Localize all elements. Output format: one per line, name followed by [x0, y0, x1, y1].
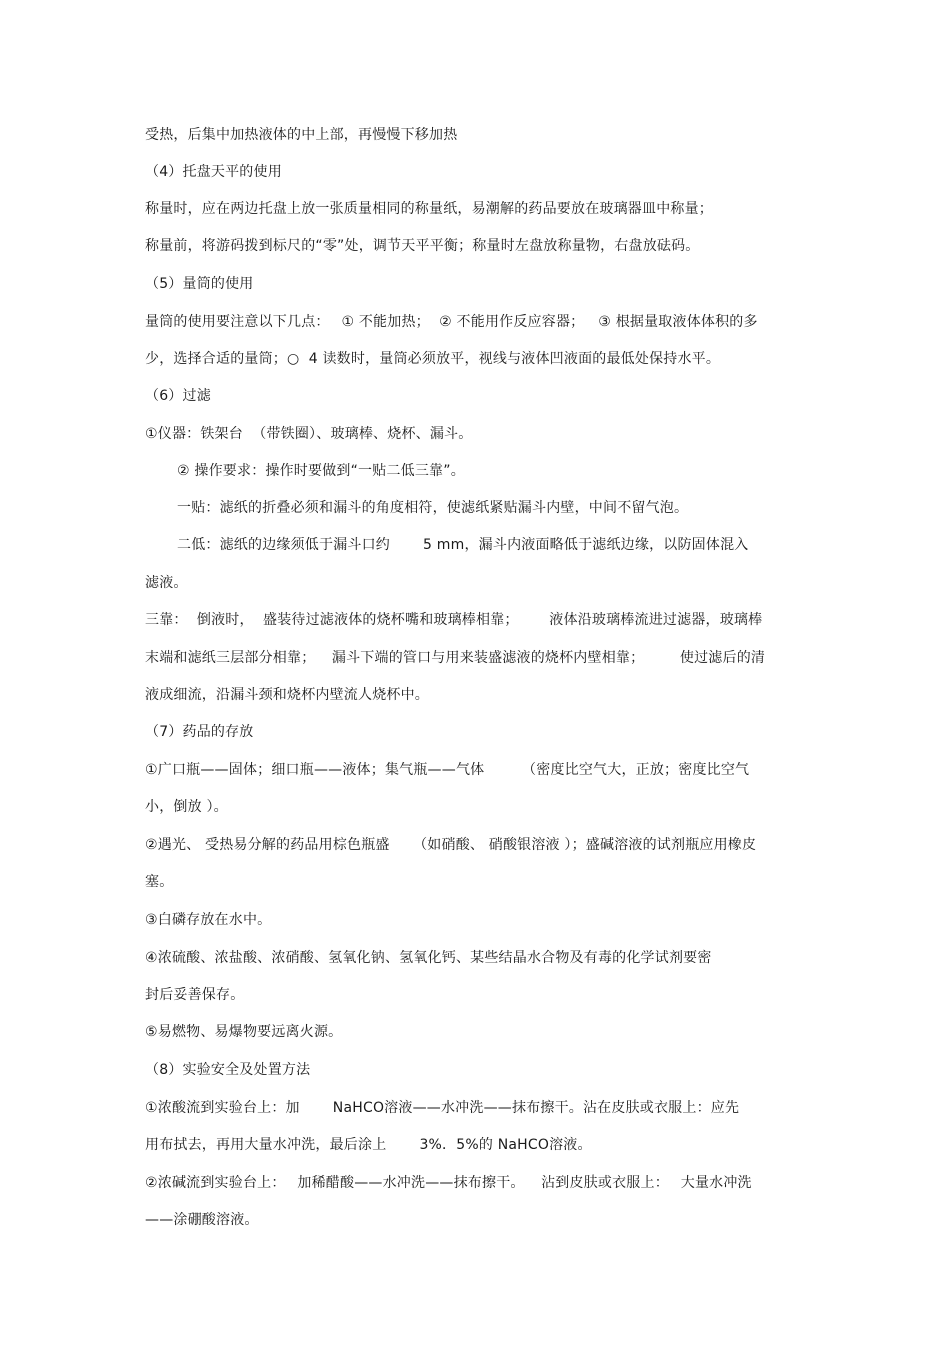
section-heading: （4）托盘天平的使用 — [145, 164, 282, 180]
text-line: ②遇光、 受热易分解的药品用棕色瓶盛 （如硝酸、 硝酸银溶液 ）；盛碱溶液的试剂瓶应用橡皮 — [145, 837, 757, 853]
text-line: ④浓硫酸、浓盐酸、浓硝酸、氢氧化钠、氢氧化钙、某些结晶水合物及有毒的化学试剂要密 — [145, 950, 712, 966]
text-line: 二低：滤纸的边缘须低于漏斗口约 5 mm，漏斗内液面略低于滤纸边缘，以防固体混入 — [177, 537, 749, 553]
section-heading: （8）实验安全及处置方法 — [145, 1062, 311, 1078]
text-line: 少，选择合适的量筒；○ 4 读数时，量筒必须放平，视线与液体凹液面的最低处保持水平。 — [145, 351, 721, 367]
text-line: 末端和滤纸三层部分相靠； 漏斗下端的管口与用来装盛滤液的烧杯内壁相靠； 使过滤后的清 — [145, 650, 766, 666]
text-line: ①浓酸流到实验台上：加 NaHCO溶液——水冲洗——抹布擦干。沾在皮肤或衣服上：应先 — [145, 1100, 740, 1116]
text-line: 小，倒放 ）。 — [145, 799, 228, 815]
text-line: 塞。 — [145, 874, 174, 890]
text-line: ①广口瓶——固体；细口瓶——液体；集气瓶——气体 （密度比空气大，正放；密度比空气 — [145, 762, 750, 778]
text-line: 受热，后集中加热液体的中上部，再慢慢下移加热 — [145, 127, 458, 143]
section-heading: （6）过滤 — [145, 388, 211, 404]
text-line: ①仪器：铁架台 （带铁圈）、玻璃棒、烧杯、漏斗。 — [145, 426, 473, 442]
text-line: ⑤易燃物、易爆物要远离火源。 — [145, 1024, 343, 1040]
text-line: 称量前，将游码拨到标尺的“零”处，调节天平平衡；称量时左盘放称量物，右盘放砝码。 — [145, 238, 700, 254]
text-line: 称量时，应在两边托盘上放一张质量相同的称量纸，易潮解的药品要放在玻璃器皿中称量； — [145, 201, 713, 217]
text-line: ③白磷存放在水中。 — [145, 912, 272, 928]
text-line: 用布拭去，再用大量水冲洗，最后涂上 3%．5%的 NaHCO溶液。 — [145, 1137, 592, 1153]
section-heading: （7）药品的存放 — [145, 724, 254, 740]
text-line: ②浓碱流到实验台上： 加稀醋酸——水冲洗——抹布擦干。 沾到皮肤或衣服上： 大量水冲洗 — [145, 1175, 752, 1191]
text-line: 滤液。 — [145, 575, 188, 591]
text-line: 封后妥善保存。 — [145, 987, 245, 1003]
section-heading: （5）量筒的使用 — [145, 276, 254, 292]
text-line: ② 操作要求：操作时要做到“一贴二低三靠”。 — [177, 463, 465, 479]
text-line: 三靠： 倒液时， 盛装待过滤液体的烧杯嘴和玻璃棒相靠； 液体沿玻璃棒流进过滤器，玻璃棒 — [145, 612, 763, 628]
text-line: 量筒的使用要注意以下几点： ① 不能加热； ② 不能用作反应容器； ③ 根据量取液体体积的多 — [145, 314, 758, 330]
text-line: ——涂硼酸溶液。 — [145, 1212, 259, 1228]
text-line: 一贴：滤纸的折叠必须和漏斗的角度相符，使滤纸紧贴漏斗内壁，中间不留气泡。 — [177, 500, 689, 516]
text-line: 液成细流，沿漏斗颈和烧杯内壁流人烧杯中。 — [145, 687, 429, 703]
